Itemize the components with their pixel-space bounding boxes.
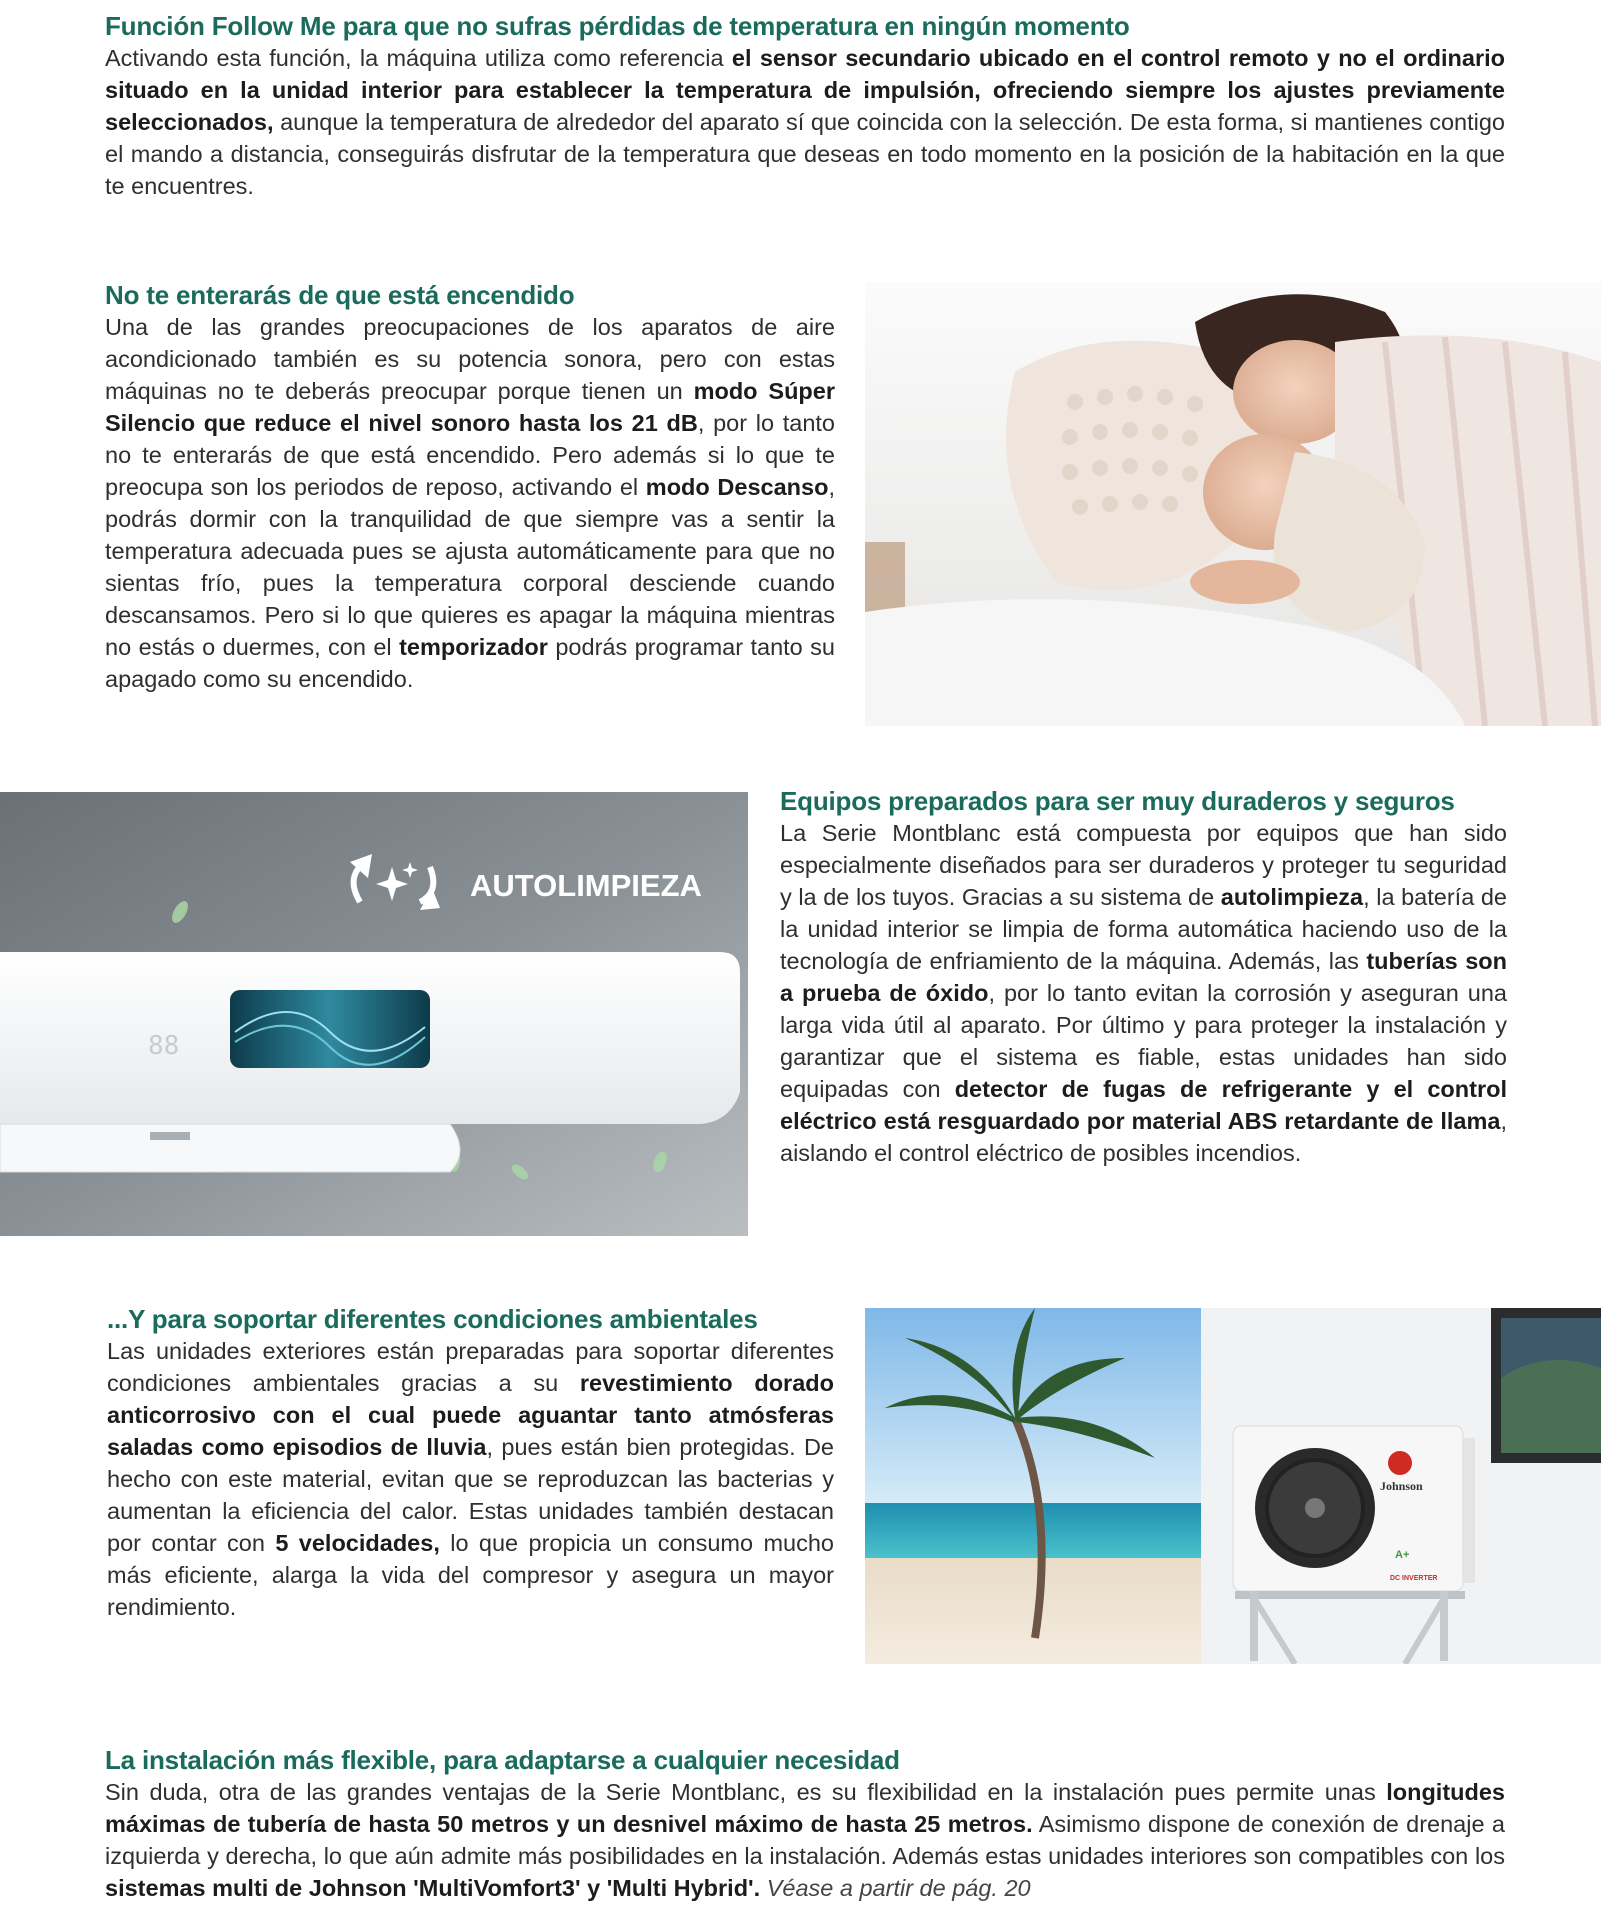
section-title: Equipos preparados para ser muy duraderos y seguros <box>780 786 1455 816</box>
section-body: Las unidades exteriores están preparadas para soportar diferentes condiciones ambientales gracias a su revestimiento dorado anticorrosivo con el cual puede aguantar tanto atmósferas saladas como episodios de lluvia, pues están bien protegidas. De hecho con este material, evitan que se reproduzcan las bacterias y aumentan la eficiencia del calor. Estas unidades también destacan por contar con 5 velocidades, lo que propicia un consumo mucho más eficiente, alarga la vida del compresor y asegura un mayor rendimiento. <box>107 1338 834 1620</box>
energy-label: A+ <box>1395 1549 1410 1561</box>
section-duraderos <box>780 785 1507 1169</box>
beach-illustration <box>865 1308 1601 1664</box>
section-condiciones <box>107 1303 834 1623</box>
section-instalacion <box>105 1744 1505 1904</box>
section-follow-me <box>105 10 1505 202</box>
section-body: Activando esta función, la máquina utiliza como referencia el sensor secundario ubicado en el control remoto y no el ordinario situado en la unidad interior para establecer la temperatura de impulsión, ofreciendo siempre los ajustes previamente seleccionados, aunque la temperatura de alrededor del aparato sí que coincida con la selección. De esta forma, si mantienes contigo el mando a distancia, conseguirás disfrutar de la temperatura que deseas en todo momento en la posición de la habitación en la que te encuentres. <box>105 45 1505 199</box>
ac-display: 88 <box>148 1031 180 1061</box>
photo-mother-baby-sleeping <box>865 282 1601 726</box>
section-title: No te enterarás de que está encendido <box>105 280 575 310</box>
section-body: La Serie Montblanc está compuesta por equipos que han sido especialmente diseñados para ser duraderos y proteger tu seguridad y la de los tuyos. Gracias a su sistema de autolimpieza, la batería de la unidad interior se limpia de forma automática haciendo uso de la tecnología de enfriamiento de la máquina. Además, las tuberías son a prueba de óxido, por lo tanto evitan la corrosión y aseguran una larga vida útil al aparato. Por último y para proteger la instalación y garantizar que el sistema es fiable, estas unidades han sido equipadas con detector de fugas de refrigerante y el control eléctrico está resguardado por material ABS retardante de llama, aislando el control eléctrico de posibles incendios. <box>780 820 1507 1166</box>
section-title: La instalación más flexible, para adaptarse a cualquier necesidad <box>105 1745 900 1775</box>
sleep-illustration <box>865 282 1601 726</box>
autolimpieza-label: AUTOLIMPIEZA <box>470 868 702 903</box>
section-body: Una de las grandes preocupaciones de los aparatos de aire acondicionado también es su potencia sonora, pero con estas máquinas no te deberás preocupar porque tienen un modo Súper Silencio que reduce el nivel sonoro hasta los 21 dB, por lo tanto no te enterarás de que está encendido. Pero además si lo que te preocupa son los periodos de reposo, activando el modo Descanso, podrás dormir con la tranquilidad de que siempre vas a sentir la temperatura adecuada pues se ajusta automáticamente para que no sientas frío, pues la temperatura corporal desciende cuando descansamos. Pero si lo que quieres es apagar la máquina mientras no estás o duermes, con el temporizador podrás programar tanto su apagado como su encendido. <box>105 314 835 692</box>
section-title: ...Y para soportar diferentes condiciones ambientales <box>107 1304 758 1334</box>
inverter-label: DC INVERTER <box>1390 1575 1438 1582</box>
autolimpieza-illustration <box>0 792 748 1236</box>
photo-autolimpieza-ac-unit <box>0 792 748 1236</box>
section-silencio <box>105 279 835 695</box>
photo-outdoor-unit-beach <box>865 1308 1601 1664</box>
section-body: Sin duda, otra de las grandes ventajas de la Serie Montblanc, es su flexibilidad en la instalación pues permite unas longitudes máximas de tubería de hasta 50 metros y un desnivel máximo de hasta 25 metros. Asimismo dispone de conexión de drenaje a izquierda y derecha, lo que aún admite más posibilidades en la instalación. Además estas unidades interiores son compatibles con los sistemas multi de Johnson 'MultiVomfort3' y 'Multi Hybrid'. Véase a partir de pág. 20 <box>105 1779 1505 1901</box>
section-title: Función Follow Me para que no sufras pérdidas de temperatura en ningún momento <box>105 11 1130 41</box>
brand-label: Johnson <box>1380 1479 1423 1493</box>
